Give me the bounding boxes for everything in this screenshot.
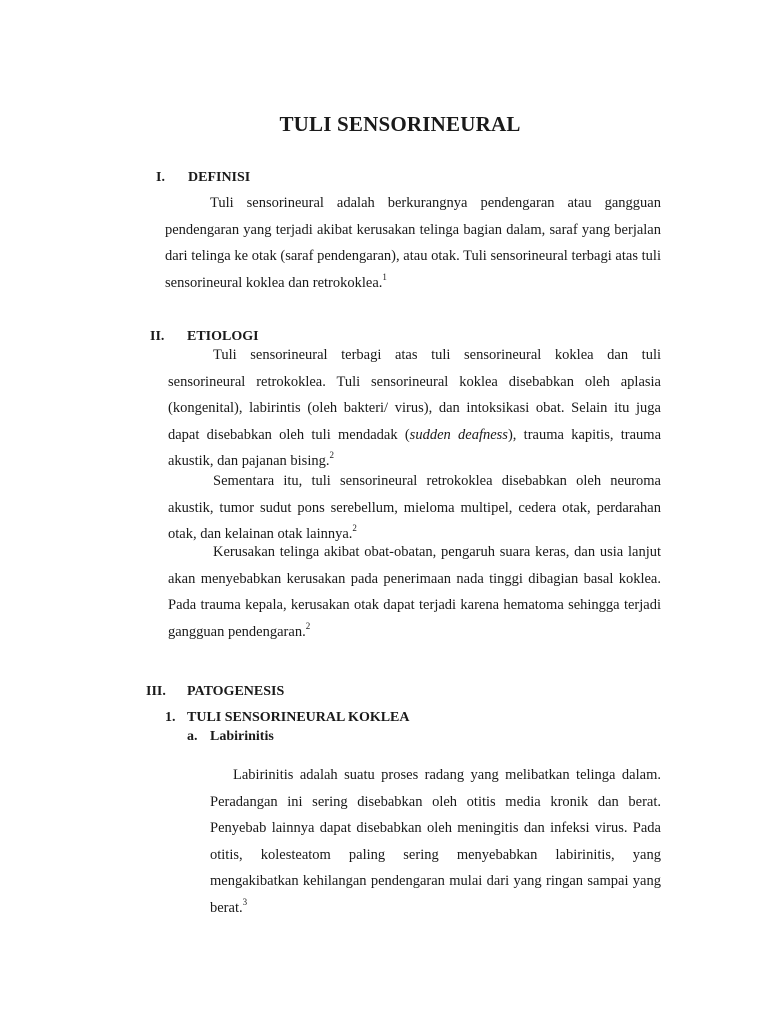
paragraph-etiologi-1: [168, 342, 661, 475]
reference-marker: 2: [305, 620, 311, 631]
paragraph-text: Kerusakan telinga akibat obat-obatan, pengaruh suara keras, dan usia lanjut akan menyebabkan kerusakan pada penerimaan nada tinggi dibagian basal koklea. Pada trauma kepala, kerusakan otak dapat terjadi karena hematoma sehingga terjadi gangguan pendengaran.: [168, 544, 661, 640]
paragraph-text: Tuli sensorineural terbagi atas tuli sensorineural koklea dan tuli sensorineural retrokoklea. Tuli sensorineural koklea disebabkan oleh aplasia (kongenital), labirintis (oleh bakteri/ virus), dan intoksikasi obat. Selain itu juga dapat disebabkan oleh tuli mendadak (: [168, 347, 661, 443]
paragraph-definisi: [165, 190, 661, 296]
section-number: I.: [156, 170, 165, 185]
paragraph-text: Tuli sensorineural adalah berkurangnya pendengaran atau gangguan pendengaran yang terjadi akibat kerusakan telinga bagian dalam, saraf yang berjalan dari telinga ke otak (saraf pendengaran), atau otak. Tuli sensorineural terbagi atas tuli sensorineural koklea dan retrokoklea.: [165, 195, 661, 291]
reference-marker: 3: [242, 896, 248, 907]
section-title: PATOGENESIS: [187, 684, 285, 699]
paragraph-labirinitis: [210, 762, 661, 921]
subsection-title: TULI SENSORINEURAL KOKLEA: [187, 710, 410, 725]
paragraph-text: Sementara itu, tuli sensorineural retrokoklea disebabkan oleh neuroma akustik, tumor sudut pons serebellum, mieloma multipel, cedera otak, perdarahan otak, dan kelainan otak lainnya.: [168, 473, 661, 542]
subsection-number: 1.: [165, 710, 176, 725]
reference-marker: 2: [329, 450, 334, 461]
item-letter: a.: [187, 729, 198, 744]
paragraph-text: ), trauma kapitis, trauma akustik, dan pajanan bising.: [168, 426, 662, 469]
paragraph-text: Labirinitis adalah suatu proses radang yang melibatkan telinga dalam. Peradangan ini sering disebabkan oleh otitis media kronik dan berat. Penyebab lainnya dapat disebabkan oleh meningitis dan infeksi virus. Pada otitis, kolesteatom paling sering menyebabkan labirinitis, yang mengakibatkan kehilangan pendengaran mulai dari yang ringan sampai yang berat.: [210, 767, 661, 916]
section-title: DEFINISI: [188, 170, 251, 185]
section-number: III.: [146, 684, 166, 699]
paragraph-etiologi-3: [168, 539, 661, 645]
section-number: II.: [150, 329, 165, 344]
reference-marker: 1: [382, 271, 387, 282]
paragraph-etiologi-2: [168, 468, 661, 548]
reference-marker: 2: [352, 523, 357, 534]
item-heading-labirinitis: [187, 729, 387, 747]
subsection-heading-koklea: [165, 710, 465, 728]
section-title: ETIOLOGI: [187, 329, 259, 344]
document-title: TULI SENSORINEURAL: [279, 112, 521, 136]
item-title: Labirinitis: [210, 729, 274, 744]
italic-term: sudden deafness: [409, 426, 508, 443]
section-heading-definisi: [156, 170, 356, 188]
section-heading-patogenesis: [146, 684, 346, 702]
